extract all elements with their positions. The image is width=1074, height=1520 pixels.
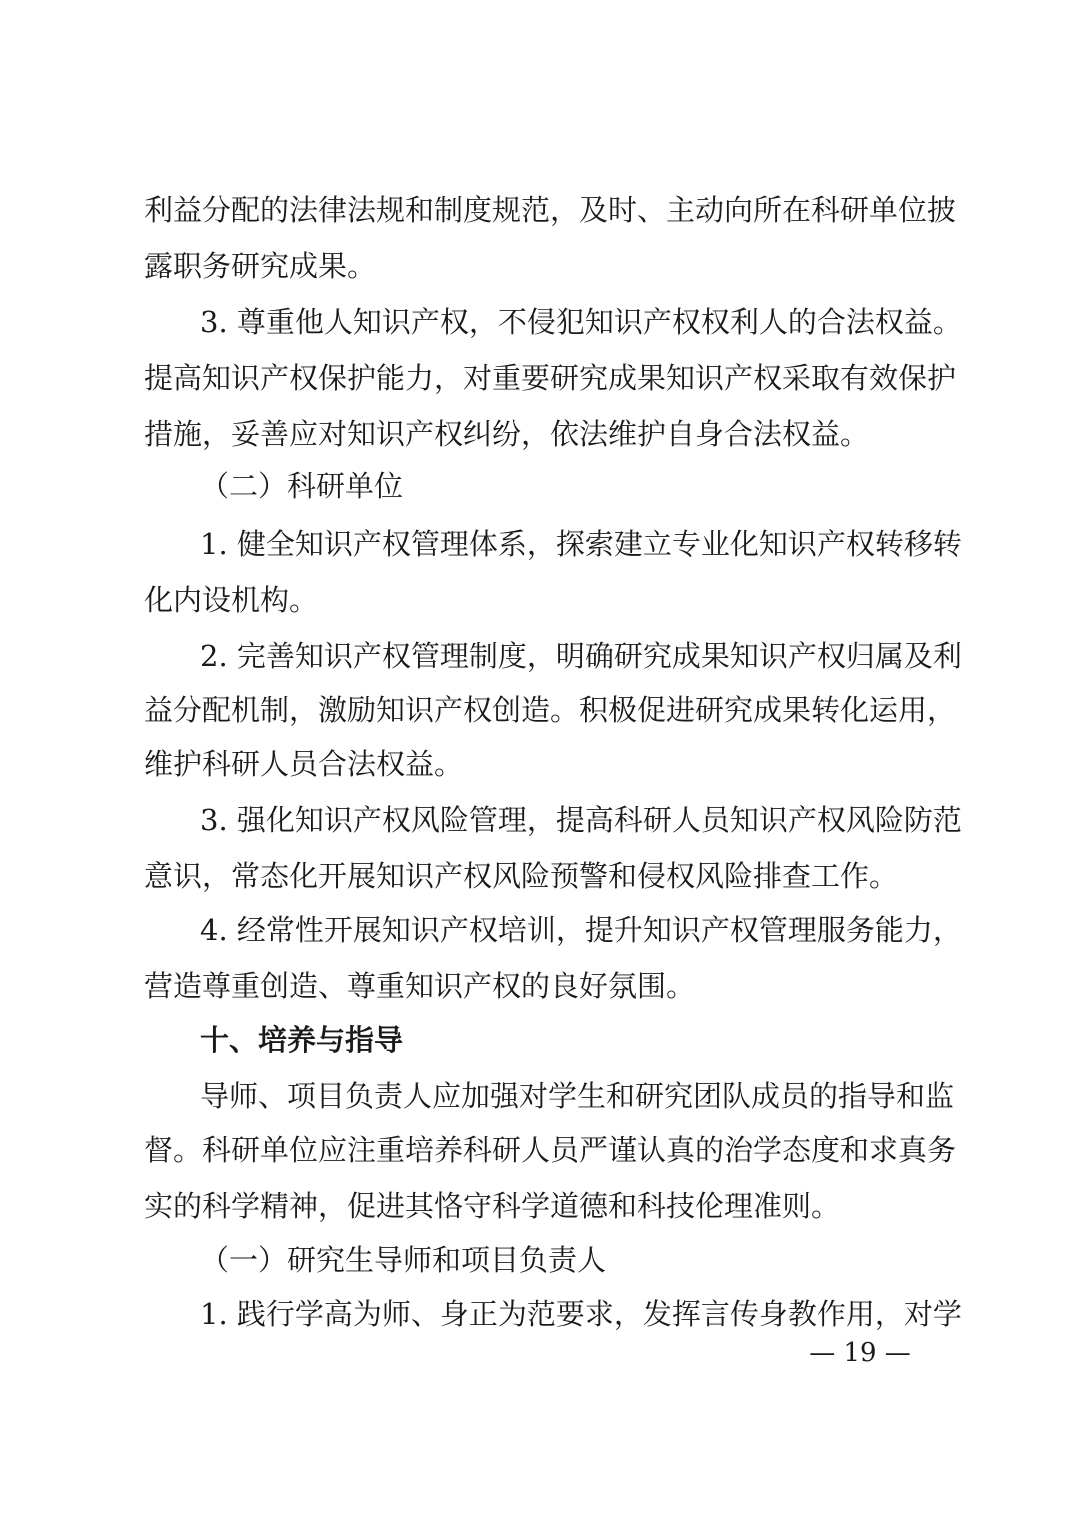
paragraph-line: 提高知识产权保护能力，对重要研究成果知识产权采取有效保护 [144,361,957,395]
page-number: — 19 — [809,1338,911,1368]
paragraph-line: 1. 健全知识产权管理体系，探索建立专业化知识产权转移转 [200,527,962,561]
paragraph-line: 导师、项目负责人应加强对学生和研究团队成员的指导和监 [200,1079,955,1113]
paragraph-line: 实的科学精神，促进其恪守科学道德和科技伦理准则。 [144,1189,841,1223]
paragraph-line: 利益分配的法律法规和制度规范，及时、主动向所在科研单位披 [144,193,957,227]
paragraph-line: 4. 经常性开展知识产权培训，提升知识产权管理服务能力， [200,913,962,947]
paragraph-line: 3. 强化知识产权风险管理，提高科研人员知识产权风险防范 [200,803,962,837]
paragraph-line: 2. 完善知识产权管理制度，明确研究成果知识产权归属及利 [200,639,962,673]
paragraph-line: 1. 践行学高为师、身正为范要求，发挥言传身教作用，对学 [200,1297,962,1331]
paragraph-line: 营造尊重创造、尊重知识产权的良好氛围。 [144,969,696,1003]
paragraph-line: 3. 尊重他人知识产权，不侵犯知识产权权利人的合法权益。 [200,305,962,339]
paragraph-line: 益分配机制，激励知识产权创造。积极促进研究成果转化运用， [144,693,957,727]
paragraph-line: 措施，妥善应对知识产权纠纷，依法维护自身合法权益。 [144,417,870,451]
section-heading: 十、培养与指导 [200,1023,404,1057]
paragraph-line: 督。科研单位应注重培养科研人员严谨认真的治学态度和求真务 [144,1133,957,1167]
paragraph-line: 露职务研究成果。 [144,249,377,283]
section-subheading: （二）科研单位 [200,469,404,503]
section-subheading: （一）研究生导师和项目负责人 [200,1243,607,1277]
paragraph-line: 化内设机构。 [144,583,319,617]
paragraph-line: 意识，常态化开展知识产权风险预警和侵权风险排查工作。 [144,859,899,893]
paragraph-line: 维护科研人员合法权益。 [144,747,464,781]
